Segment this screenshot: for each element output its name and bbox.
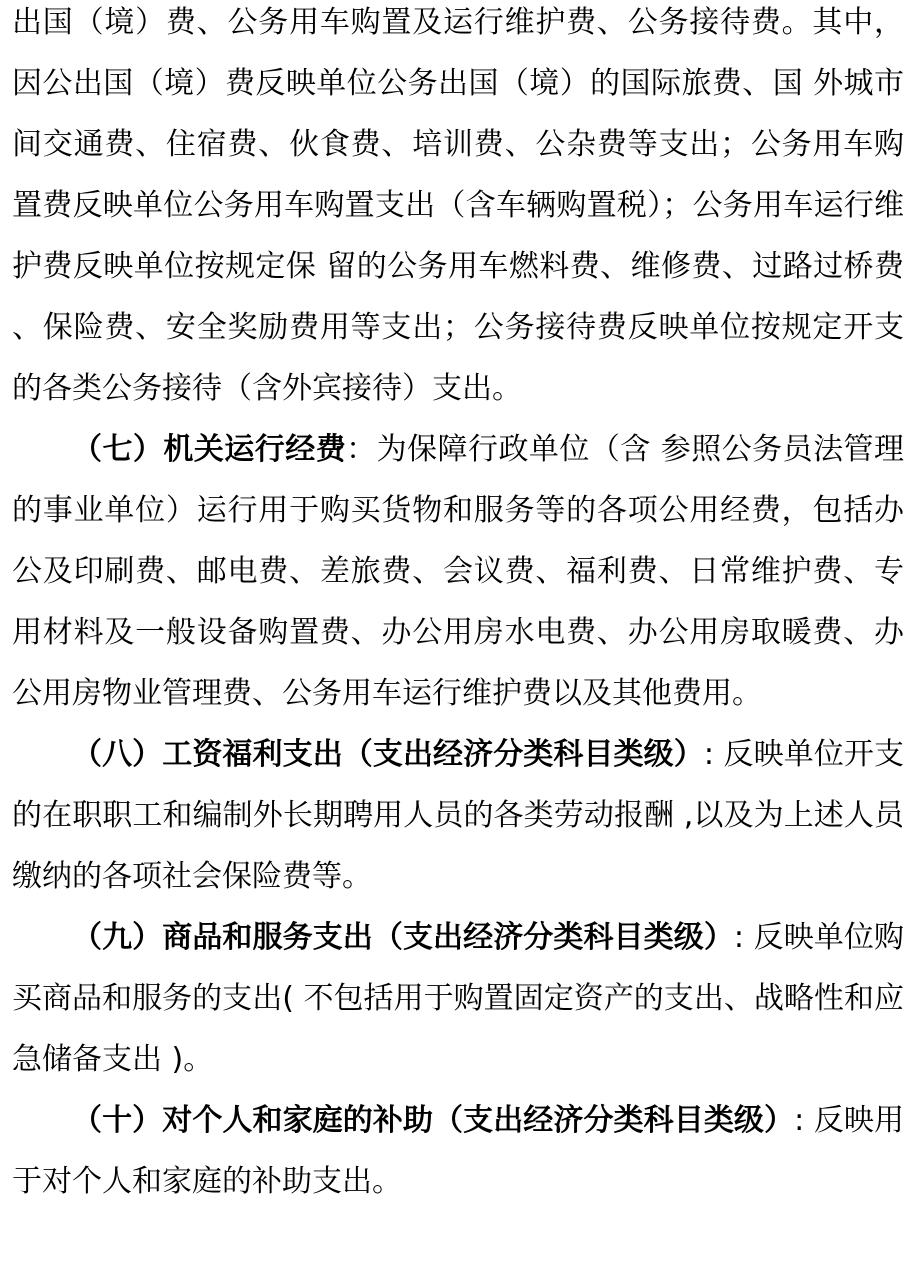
document-page [12, 0, 904, 1212]
paragraph-body: 出国（境）费、公务用车购置及运行维护费、公务接待费。其中，因公出国（境）费反映单位公务出国（境）的国际旅费、国 外城市间交通费、住宿费、伙食费、培训费、公杂费等支出；公务用车购置费反映单位公务用车购置支出（含车辆购置税）；公务用车运行维护费反映单位按规定保 留的公务用车燃料费、维修费、过路过桥费、保险费、安全奖励费用等支出；公务接待费反映单位按规定开支的各类公务接待（含外宾接待）支出。 [12, 5, 904, 406]
paragraph-body: : 反映单位购买商品和服务的支出( 不包括用于购置固定资产的支出、战略性和应急储备支出 )。 [12, 920, 904, 1077]
paragraph-body: ：为保障行政单位（含 参照公务员法管理的事业单位）运行用于购买货物和服务等的各项公用经费，包括办公及印刷费、邮电费、差旅费、会议费、福利费、日常维护费、专用材料及一般设备购置费、办公用房水电费、办公用房取暖费、办公用房物业管理费、公务用车运行维护费以及其他费用。 [12, 432, 904, 711]
paragraph-heading: （十）对个人和家庭的补助（支出经济分类科目类级） [72, 1103, 795, 1138]
paragraph-wage-welfare [12, 724, 904, 907]
paragraph-heading: （七）机关运行经费 [72, 432, 347, 467]
paragraph-body: : 反映单位开支的在职职工和编制外长期聘用人员的各类劳动报酬 ,以及为上述人员缴纳的各项社会保险费等。 [12, 737, 904, 894]
paragraph-household-subsidies [12, 1090, 904, 1212]
paragraph-operating-expenses [12, 419, 904, 724]
paragraph-goods-services [12, 907, 904, 1090]
paragraph-heading: （九）商品和服务支出（支出经济分类科目类级） [72, 920, 734, 955]
paragraph-continuation [12, 0, 904, 419]
paragraph-body: : 反映用于对个人和家庭的补助支出。 [12, 1103, 904, 1199]
paragraph-heading: （八）工资福利支出（支出经济分类科目类级） [72, 737, 704, 772]
